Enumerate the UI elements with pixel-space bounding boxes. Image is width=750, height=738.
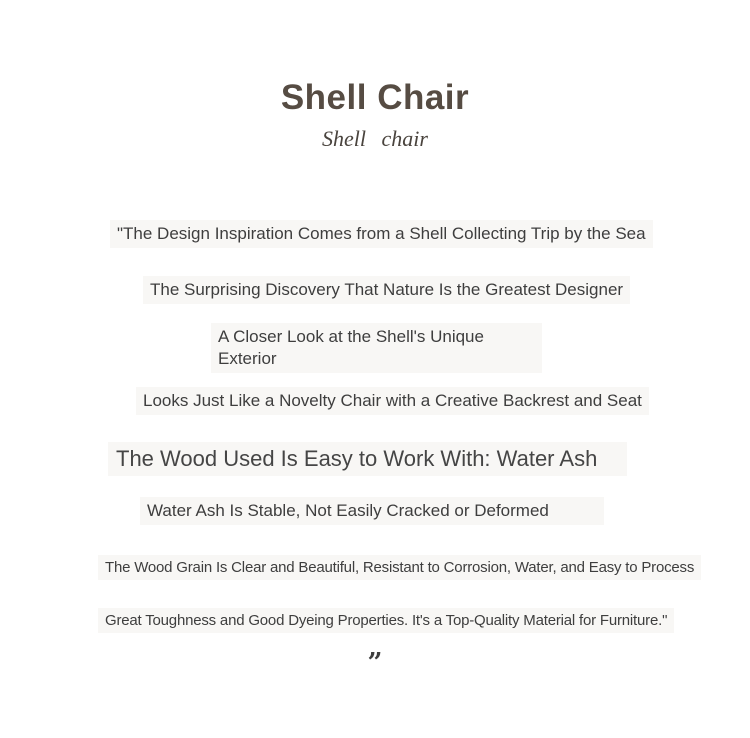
caption-closer-look: A Closer Look at the Shell's Unique Exterior xyxy=(211,323,542,373)
caption-wood-grain: The Wood Grain Is Clear and Beautiful, Resistant to Corrosion, Water, and Easy to Process xyxy=(98,555,701,580)
caption-water-ash-stable: Water Ash Is Stable, Not Easily Cracked or Deformed xyxy=(140,497,604,525)
caption-wood-water-ash: The Wood Used Is Easy to Work With: Water Ash xyxy=(108,442,627,476)
caption-novelty-chair: Looks Just Like a Novelty Chair with a Creative Backrest and Seat xyxy=(136,387,649,415)
closing-quote-mark: ” xyxy=(367,648,383,678)
caption-toughness-dyeing: Great Toughness and Good Dyeing Properties. It's a Top-Quality Material for Furniture." xyxy=(98,608,674,633)
caption-design-inspiration: "The Design Inspiration Comes from a Shell Collecting Trip by the Sea xyxy=(110,220,653,248)
page-title: Shell Chair xyxy=(280,78,470,117)
caption-surprising-discovery: The Surprising Discovery That Nature Is the Greatest Designer xyxy=(143,276,630,304)
page-subtitle: Shell chair xyxy=(322,126,428,151)
